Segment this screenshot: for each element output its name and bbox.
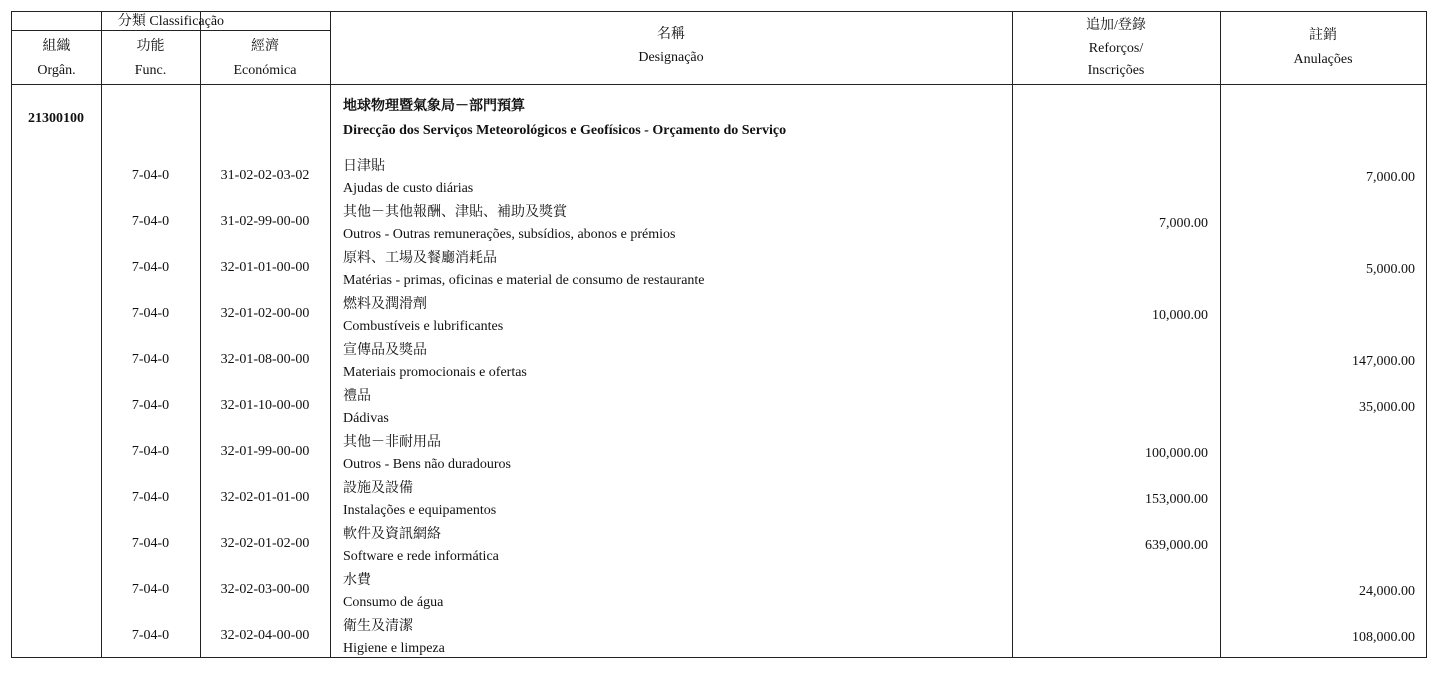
economic-code: 32-01-01-00-00 bbox=[220, 260, 310, 275]
designation-pt: Matérias - primas, oficinas e material de consumo de restaurante bbox=[343, 273, 705, 288]
designation-pt: Consumo de água bbox=[343, 595, 444, 610]
economic-code: 32-02-03-00-00 bbox=[220, 582, 310, 597]
economic-code: 32-01-10-00-00 bbox=[220, 398, 310, 413]
header-functional-zh: 功能 bbox=[136, 39, 165, 54]
department-name-pt: Direcção dos Serviços Meteorológicos e Geofísicos - Orçamento do Serviço bbox=[343, 123, 787, 138]
functional-code: 7-04-0 bbox=[131, 582, 170, 597]
reinforcement-amount: 100,000.00 bbox=[1145, 446, 1208, 461]
functional-code: 7-04-0 bbox=[131, 490, 170, 505]
designation-zh: 衛生及清潔 bbox=[343, 619, 413, 634]
header-functional-pt: Func. bbox=[134, 63, 167, 78]
reinforcement-amount: 153,000.00 bbox=[1145, 492, 1208, 507]
designation-zh: 其他－其他報酬、津貼、補助及獎賞 bbox=[343, 205, 567, 220]
functional-code: 7-04-0 bbox=[131, 168, 170, 183]
header-annulment-pt: Anulações bbox=[1293, 52, 1353, 67]
reinforcement-amount: 639,000.00 bbox=[1145, 538, 1208, 553]
designation-pt: Dádivas bbox=[343, 411, 389, 426]
designation-pt: Materiais promocionais e ofertas bbox=[343, 365, 527, 380]
header-designation-pt: Designação bbox=[638, 50, 704, 65]
header-divider bbox=[12, 84, 1426, 85]
header-economic-pt: Económica bbox=[233, 63, 297, 78]
designation-pt: Instalações e equipamentos bbox=[343, 503, 497, 518]
department-name-zh: 地球物理暨氣象局－部門預算 bbox=[343, 99, 525, 114]
header-organic-pt: Orgân. bbox=[37, 63, 76, 78]
budget-table bbox=[11, 11, 1427, 658]
classification-divider bbox=[12, 30, 330, 31]
header-classification: 分類 Classificação bbox=[117, 14, 225, 29]
annulment-amount: 5,000.00 bbox=[1366, 262, 1415, 277]
designation-zh: 水費 bbox=[343, 573, 371, 588]
economic-code: 32-02-01-01-00 bbox=[220, 490, 310, 505]
header-designation-zh: 名稱 bbox=[657, 27, 685, 42]
functional-code: 7-04-0 bbox=[131, 444, 170, 459]
designation-zh: 設施及設備 bbox=[343, 481, 413, 496]
col-divider bbox=[330, 12, 331, 657]
reinforcement-amount: 10,000.00 bbox=[1152, 308, 1208, 323]
header-economic-zh: 經濟 bbox=[251, 39, 279, 54]
economic-code: 32-01-99-00-00 bbox=[220, 444, 310, 459]
functional-code: 7-04-0 bbox=[131, 306, 170, 321]
functional-code: 7-04-0 bbox=[131, 352, 170, 367]
header-annulment-zh: 註銷 bbox=[1309, 28, 1337, 43]
economic-code: 32-01-08-00-00 bbox=[220, 352, 310, 367]
functional-code: 7-04-0 bbox=[131, 214, 170, 229]
designation-zh: 原料、工場及餐廳消耗品 bbox=[343, 251, 497, 266]
economic-code: 31-02-02-03-02 bbox=[220, 168, 310, 183]
annulment-amount: 108,000.00 bbox=[1352, 630, 1415, 645]
economic-code: 31-02-99-00-00 bbox=[220, 214, 310, 229]
functional-code: 7-04-0 bbox=[131, 536, 170, 551]
designation-zh: 燃料及潤滑劑 bbox=[343, 297, 427, 312]
annulment-amount: 7,000.00 bbox=[1366, 170, 1415, 185]
designation-zh: 軟件及資訊網絡 bbox=[343, 527, 441, 542]
col-divider bbox=[200, 12, 201, 657]
designation-zh: 其他－非耐用品 bbox=[343, 435, 441, 450]
economic-code: 32-02-04-00-00 bbox=[220, 628, 310, 643]
economic-code: 32-01-02-00-00 bbox=[220, 306, 310, 321]
designation-pt: Combustíveis e lubrificantes bbox=[343, 319, 504, 334]
department-code: 21300100 bbox=[28, 111, 84, 126]
header-reinforcement-zh: 追加/登錄 bbox=[1086, 18, 1146, 33]
col-divider bbox=[101, 12, 102, 657]
economic-code: 32-02-01-02-00 bbox=[220, 536, 310, 551]
designation-pt: Outros - Outras remunerações, subsídios, abonos e prémios bbox=[343, 227, 676, 242]
annulment-amount: 35,000.00 bbox=[1359, 400, 1415, 415]
functional-code: 7-04-0 bbox=[131, 398, 170, 413]
annulment-amount: 147,000.00 bbox=[1352, 354, 1415, 369]
header-organic-zh: 組織 bbox=[42, 39, 71, 54]
designation-zh: 日津貼 bbox=[343, 159, 385, 174]
col-divider bbox=[1012, 12, 1013, 657]
header-reinforcement-pt1: Reforços/ bbox=[1088, 41, 1144, 56]
designation-zh: 禮品 bbox=[343, 389, 371, 404]
header-reinforcement-pt2: Inscrições bbox=[1087, 63, 1145, 78]
designation-pt: Ajudas de custo diárias bbox=[343, 181, 474, 196]
designation-pt: Software e rede informática bbox=[343, 549, 499, 564]
col-divider bbox=[1220, 12, 1221, 657]
functional-code: 7-04-0 bbox=[131, 260, 170, 275]
reinforcement-amount: 7,000.00 bbox=[1159, 216, 1208, 231]
annulment-amount: 24,000.00 bbox=[1359, 584, 1415, 599]
functional-code: 7-04-0 bbox=[131, 628, 170, 643]
designation-pt: Higiene e limpeza bbox=[343, 641, 445, 656]
designation-zh: 宣傳品及獎品 bbox=[343, 343, 427, 358]
designation-pt: Outros - Bens não duradouros bbox=[343, 457, 511, 472]
